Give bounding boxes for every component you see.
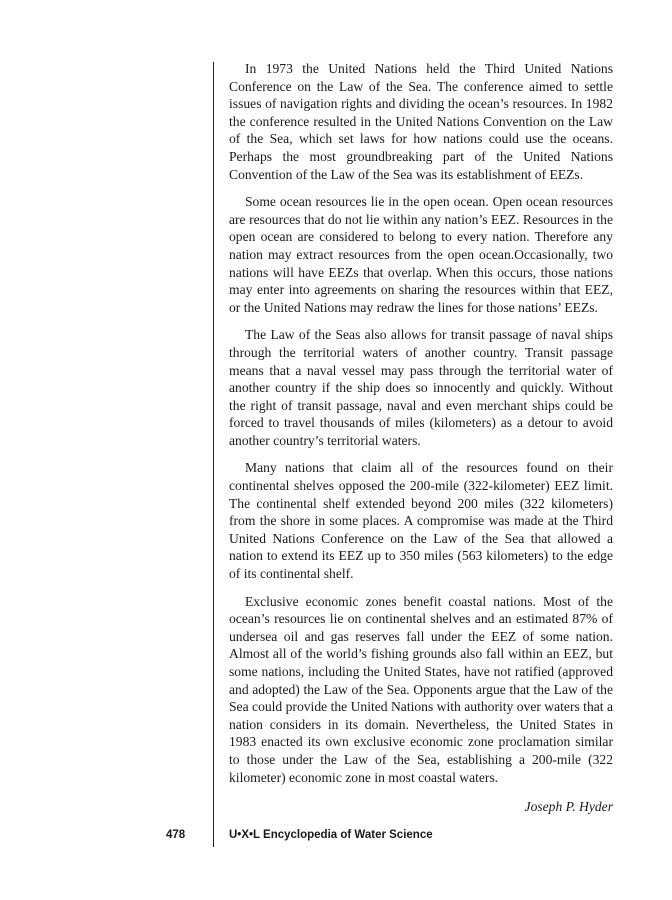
author-byline: Joseph P. Hyder <box>524 799 613 815</box>
paragraph-5: Exclusive economic zones benefit coastal nations. Most of the ocean’s resources lie on continental shelves and an estimated 87% of undersea oil and gas reserves fall under the EEZ of some nation. Almost all of the world’s fishing grounds also fall within an EEZ, but some nations, including the United States, have not ratified (approved and adopted) the Law of the Sea. Opponents argue that the Law of the Sea could provide the United Nations with authority over waters that a nation considers in its domain. Nevertheless, the United States in 1983 enacted its own exclusive economic zone proclamation similar to those under the Law of the Sea, establishing a 200-mile (322 kilometer) economic zone in most coastal waters. <box>229 593 613 785</box>
paragraph-1: In 1973 the United Nations held the Third United Nations Conference on the Law of the Sea. The conference aimed to settle issues of navigation rights and dividing the ocean’s resources. In 1982 the conference resulted in the United Nations Convention on the Law of the Sea, which set laws for how nations could use the oceans. Perhaps the most groundbreaking part of the United Nations Convention of the Law of the Sea was its establishment of EEZs. <box>229 61 613 182</box>
paragraph-3: The Law of the Seas also allows for transit passage of naval ships through the territorial waters of another country. Transit passage means that a naval vessel may pass through the territorial water of another country if the ship does so innocently and quickly. Without the right of transit passage, naval and even merchant ships could be forced to travel thousands of miles (kilometers) as a detour to avoid another country’s territorial waters. <box>229 327 613 448</box>
book-title: U•X•L Encyclopedia of Water Science <box>229 829 433 841</box>
article-body <box>229 60 613 816</box>
margin-rule <box>213 62 214 847</box>
page-number: 478 <box>166 829 186 841</box>
paragraph-4: Many nations that claim all of the resources found on their continental shelves opposed the 200-mile (322-kilometer) EEZ limit. The continental shelf extended beyond 200 miles (322 kilometers) from the shore in some places. A compromise was made at the Third United Nations Conference on the Law of the Sea that allowed a nation to extend its EEZ up to 350 miles (563 kilometers) to the edge of its continental shelf. <box>229 460 613 582</box>
paragraph-2: Some ocean resources lie in the open ocean. Open ocean resources are resources that do not lie within any nation’s EEZ. Resources in the open ocean are considered to belong to every nation. Therefore any nation may extract resources from the open ocean.Occasionally, two nations will have EEZs that overlap. When this occurs, those nations may enter into agreements on sharing the resources within that EEZ, or the United Nations may redraw the lines for those nations’ EEZs. <box>229 194 613 315</box>
